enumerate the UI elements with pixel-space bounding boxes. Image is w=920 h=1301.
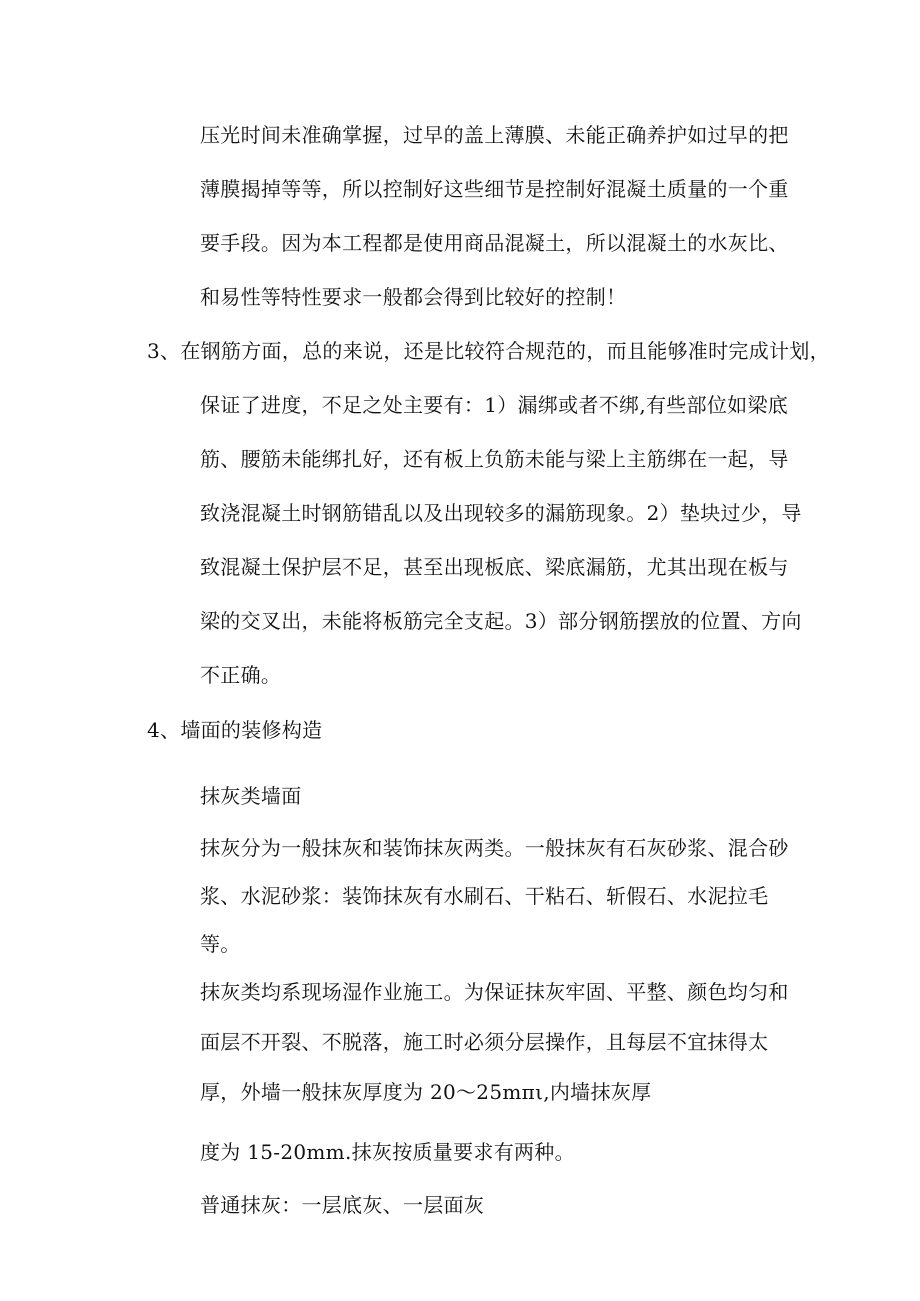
subheading-plaster-walls: 抹灰类墙面 — [200, 784, 302, 808]
paragraph-plaster-thickness: 度为 15-20mm.抹灰按质量要求有两种。 — [200, 1140, 575, 1164]
paragraph-normal-plaster: 普通抹灰：一层底灰、一层面灰 — [200, 1193, 485, 1217]
text-line: 致浇混凝土时钢筋错乱以及出现较多的漏筋现象。2）垫块过少，导 — [200, 501, 802, 525]
text-line: 压光时间未准确掌握，过早的盖上薄膜、未能正确养护如过早的把 — [200, 123, 789, 147]
text-line: 梁的交叉出，未能将板筋完全支起。3）部分钢筋摆放的位置、方向 — [200, 609, 802, 633]
text-line: 浆、水泥砂浆：装饰抹灰有水刷石、干粘石、斩假石、水泥拉毛 — [200, 884, 769, 908]
text-line: 和易性等特性要求一般都会得到比较好的控制！ — [200, 285, 627, 309]
text-line: 抹灰类均系现场湿作业施工。为保证抹灰牢固、平整、颜色均匀和 — [200, 980, 789, 1004]
text-line: 不正确。 — [200, 663, 282, 687]
section-3-first-line: 3、在钢筋方面，总的来说，还是比较符合规范的，而且能够准时完成计划， — [147, 339, 830, 363]
text-line: 厚，外墙一般抹灰厚度为 20～25mπι,内墙抹灰厚 — [200, 1080, 652, 1104]
text-line: 抹灰分为一般抹灰和装饰抹灰两类。一般抹灰有石灰砂浆、混合砂 — [200, 836, 789, 860]
text-line: 薄膜揭掉等等，所以控制好这些细节是控制好混凝土质量的一个重 — [200, 177, 789, 201]
text-line: 保证了进度，不足之处主要有：1）漏绑或者不绑,有些部位如梁底 — [200, 393, 789, 417]
text-line: 等。 — [200, 932, 241, 956]
text-line: 面层不开裂、不脱落，施工时必须分层操作，且每层不宜抹得太 — [200, 1030, 769, 1054]
section-4-heading: 4、墙面的装修构造 — [147, 718, 323, 742]
text-line: 筋、腰筋未能绑扎好，还有板上负筋未能与梁上主筋绑在一起，导 — [200, 447, 789, 471]
text-line: 致混凝土保护层不足，甚至出现板底、梁底漏筋，尤其出现在板与 — [200, 555, 789, 579]
text-line: 要手段。因为本工程都是使用商品混凝土，所以混凝土的水灰比、 — [200, 231, 789, 255]
